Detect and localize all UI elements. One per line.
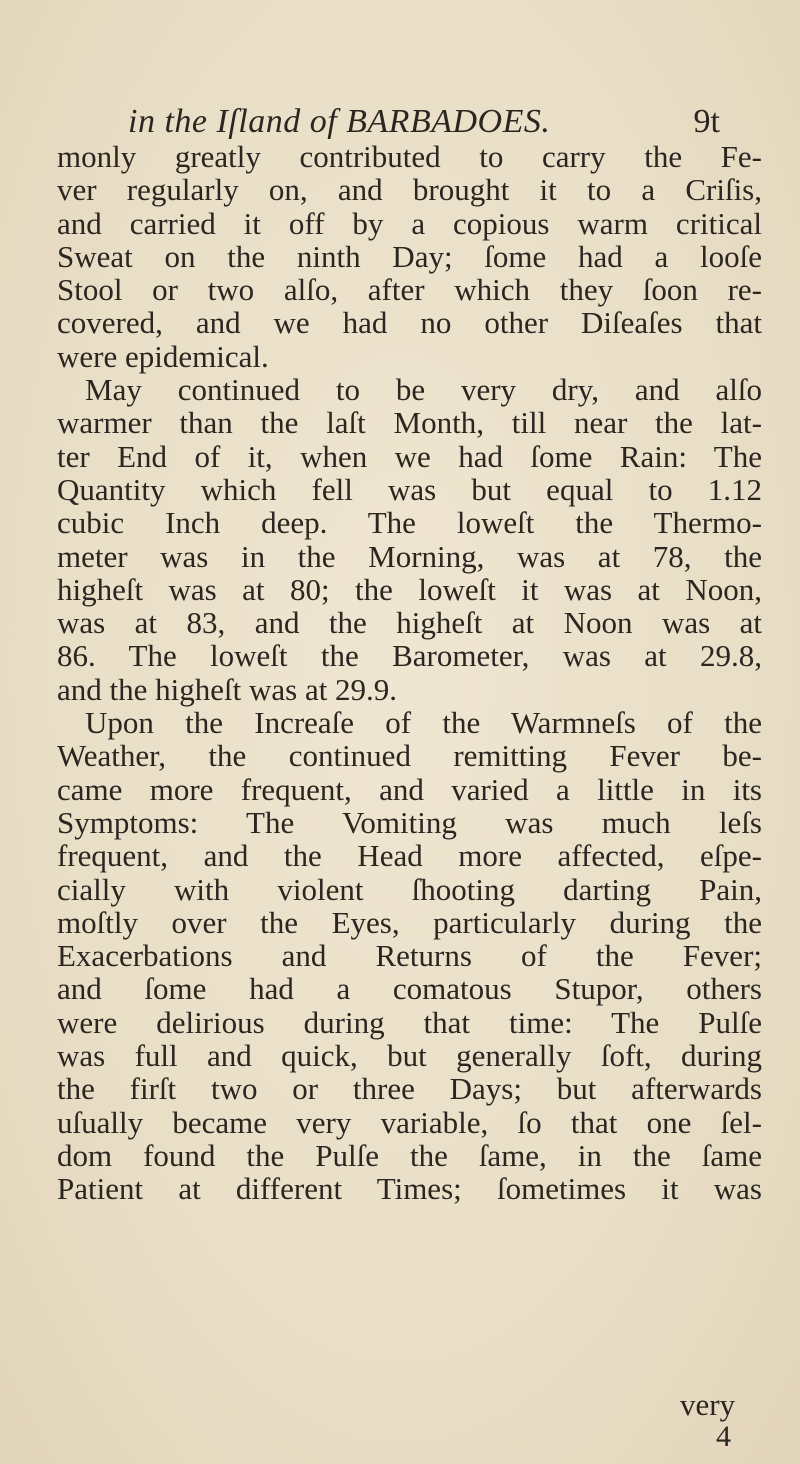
text-line: Quantity which fell was but equal to 1.12: [57, 471, 762, 507]
text-line: warmer than the laſt Month, till near the lat-: [57, 405, 762, 441]
running-head-title: in the Iſland of BARBADOES.: [128, 103, 551, 140]
text-line: ver regularly on, and brought it to a Criſis,: [57, 172, 762, 208]
text-line: dom found the Pulſe the ſame, in the ſame: [57, 1137, 762, 1173]
text-line: and the higheſt was at 29.9.: [57, 671, 398, 707]
text-line: Upon the Increaſe of the Warmneſs of the: [85, 705, 762, 741]
text-line: were delirious during that time: The Pulſe: [57, 1004, 762, 1040]
text-line: the firſt two or three Days; but afterwards: [57, 1071, 762, 1107]
text-line: Weather, the continued remitting Fever be-: [57, 738, 762, 774]
signature-mark: 4: [716, 1420, 731, 1453]
text-line: moſtly over the Eyes, particularly during the: [57, 904, 762, 940]
text-line: frequent, and the Head more affected, eſpe-: [57, 838, 762, 874]
text-line: and ſome had a comatous Stupor, others: [57, 971, 762, 1007]
text-line: was at 83, and the higheſt at Noon was at: [57, 605, 762, 641]
text-line: cubic Inch deep. The loweſt the Thermo-: [57, 505, 762, 541]
text-line: Sweat on the ninth Day; ſome had a looſe: [57, 238, 762, 274]
text-line: higheſt was at 80; the loweſt it was at Noon,: [57, 571, 762, 607]
text-line: was full and quick, but generally ſoft, during: [57, 1038, 762, 1074]
text-line: were epidemical.: [57, 338, 269, 374]
running-head: [128, 100, 720, 144]
text-line: Stool or two alſo, after which they ſoon re-: [57, 272, 762, 308]
text-line: monly greatly contributed to carry the Fe-: [57, 139, 762, 174]
text-line: and carried it off by a copious warm critical: [57, 205, 762, 241]
page-number: 9t: [693, 103, 720, 140]
text-line: Patient at different Times; ſometimes it was: [57, 1171, 762, 1207]
text-line: ter End of it, when we had ſome Rain: The: [57, 438, 762, 474]
text-line: Exacerbations and Returns of the Fever;: [57, 938, 762, 974]
text-line: came more frequent, and varied a little in its: [57, 771, 762, 807]
body-text: [57, 140, 762, 1206]
text-line: May continued to be very dry, and alſo: [85, 372, 762, 408]
text-line: 86. The loweſt the Barometer, was at 29.8,: [57, 638, 762, 674]
text-line: meter was in the Morning, was at 78, the: [57, 538, 762, 574]
catchword: very: [680, 1387, 736, 1422]
text-line: uſually became very variable, ſo that one ſel-: [57, 1104, 762, 1140]
text-line: cially with violent ſhooting darting Pain,: [57, 871, 762, 907]
text-line: covered, and we had no other Diſeaſes that: [57, 305, 762, 341]
text-line: Symptoms: The Vomiting was much leſs: [57, 804, 762, 840]
